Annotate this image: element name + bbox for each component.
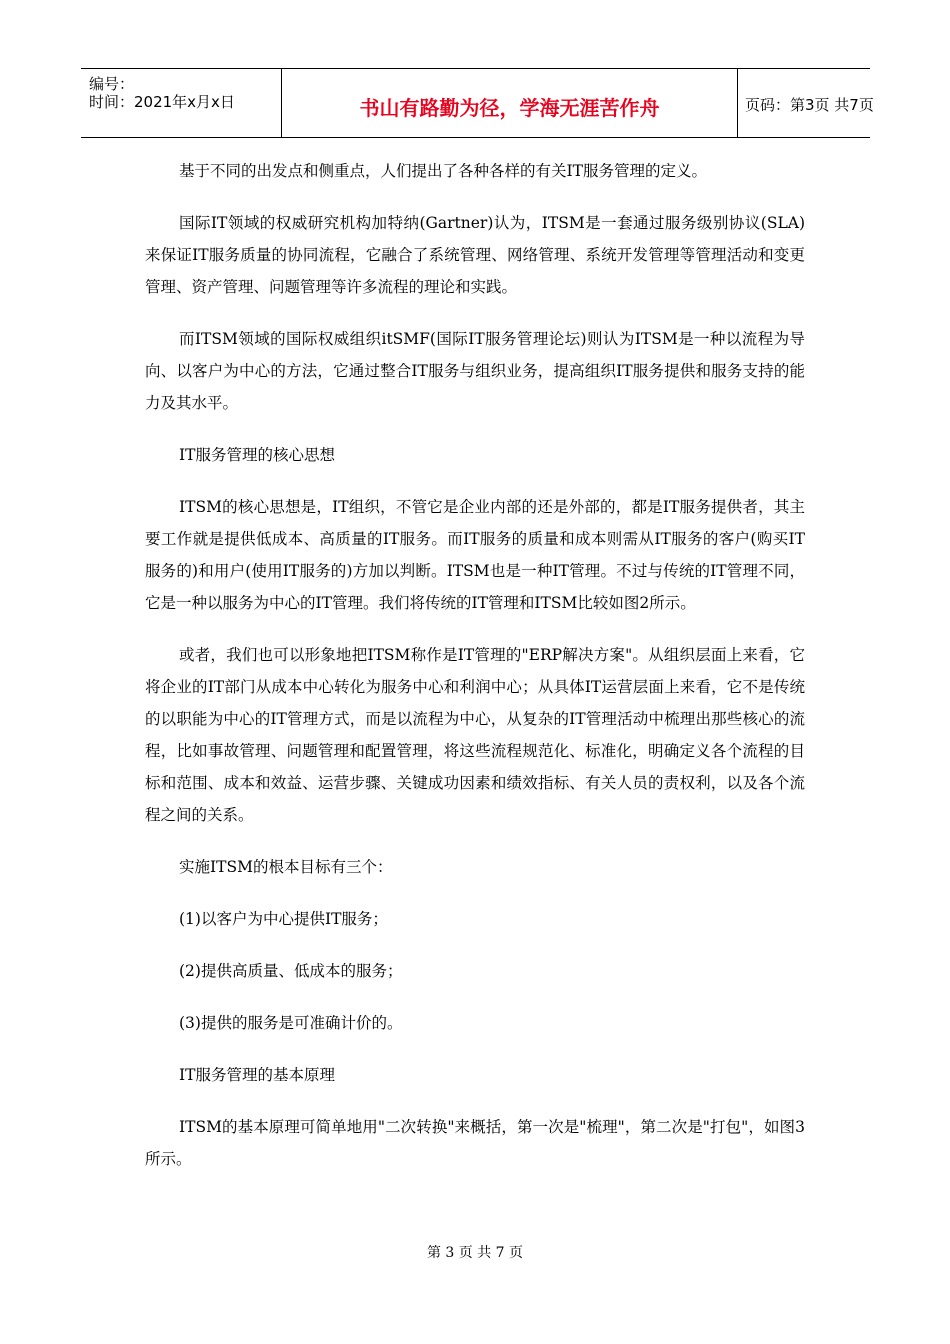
list-item-goal-2: (2)提供高质量、低成本的服务； — [179, 962, 403, 980]
paragraph-itsmf-definition: 而ITSM领域的国际权威组织itSMF(国际IT服务管理论坛)则认为ITSM是一种以流程为导向、以客户为中心的方法，它通过整合IT服务与组织业务，提高组织IT服务提供和服务支持的能力及其水平。 — [145, 330, 805, 412]
paragraph-erp-solution: 或者，我们也可以形象地把ITSM称作是IT管理的"ERP解决方案"。从组织层面上来看，它将企业的IT部门从成本中心转化为服务中心和利润中心；从具体IT运营层面上来看，它不是传统的以职能为中心的IT管理方式，而是以流程为中心，从复杂的IT管理活动中梳理出那些核心的流程，比如事故管理、问题管理和配置管理，将这些流程规范化、标准化，明确定义各个流程的目标和范围、成本和效益、运营步骤、关键成功因素和绩效指标、有关人员的责权利，以及各个流程之间的关系。 — [145, 646, 805, 824]
page-header — [81, 68, 874, 138]
paragraph-intro: 基于不同的出发点和侧重点，人们提出了各种各样的有关IT服务管理的定义。 — [179, 162, 707, 180]
document-date-label: 时间：2021年x月x日 — [89, 93, 235, 111]
paragraph-core-idea: ITSM的核心思想是，IT组织，不管它是企业内部的还是外部的，都是IT服务提供者，其主要工作就是提供低成本、高质量的IT服务。而IT服务的质量和成本则需从IT服务的客户(购买IT服务的)和用户(使用IT服务的)方加以判断。ITSM也是一种IT管理。不过与传统的IT管理不同，它是一种以服务为中心的IT管理。我们将传统的IT管理和ITSM比较如图2所示。 — [145, 498, 805, 612]
paragraph-basic-principle: ITSM的基本原理可简单地用"二次转换"来概括，第一次是"梳理"，第二次是"打包"，如图3所示。 — [145, 1118, 805, 1168]
paragraph-gartner-definition: 国际IT领域的权威研究机构加特纳(Gartner)认为，ITSM是一套通过服务级别协议(SLA)来保证IT服务质量的协同流程，它融合了系统管理、网络管理、系统开发管理等管理活动和变更管理、资产管理、问题管理等许多流程的理论和实践。 — [145, 214, 805, 296]
paragraph-goals-intro: 实施ITSM的根本目标有三个： — [179, 858, 393, 876]
header-page-code: 页码：第3页 共7页 — [745, 96, 874, 114]
list-item-goal-3: (3)提供的服务是可准确计价的。 — [179, 1014, 403, 1032]
document-number-label: 编号： — [89, 75, 135, 93]
header-motto: 书山有路勤为径，学海无涯苦作舟 — [359, 96, 660, 120]
section-heading-basic-principle: IT服务管理的基本原理 — [179, 1066, 335, 1084]
document-body — [145, 155, 805, 1195]
section-heading-core-idea: IT服务管理的核心思想 — [179, 446, 335, 464]
page-footer: 第 3 页 共 7 页 — [426, 1245, 524, 1261]
header-right-cell — [737, 69, 874, 137]
list-item-goal-1: (1)以客户为中心提供IT服务； — [179, 910, 388, 928]
header-left-cell — [81, 69, 281, 137]
header-middle-cell — [281, 69, 738, 137]
